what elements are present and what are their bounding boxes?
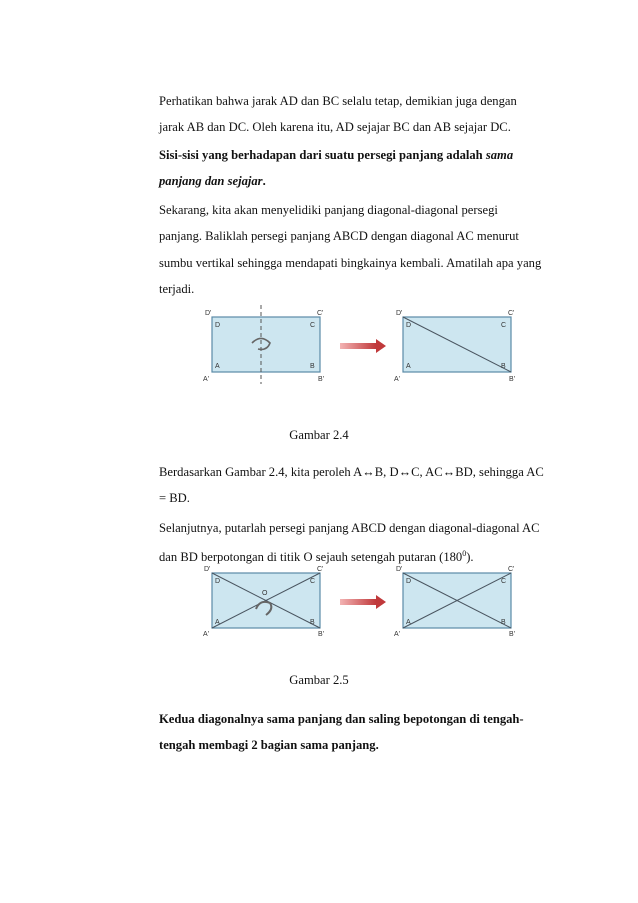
caption-gambar-2-5: Gambar 2.5 <box>289 673 349 687</box>
label-a-prime-2: A' <box>394 376 401 383</box>
label-d: D <box>215 322 221 329</box>
rotation-text-end: ). <box>466 550 474 565</box>
label-a: A <box>215 363 220 370</box>
label-b-prime: B' <box>318 376 325 383</box>
label-a-prime-4: A' <box>394 631 401 638</box>
label-c-prime-2: C' <box>508 310 515 317</box>
paragraph-rotation-instruction <box>159 515 544 571</box>
label-d-prime-2: D' <box>396 310 403 317</box>
label-c-prime-3: C' <box>317 566 324 573</box>
figure-2-5 <box>200 565 530 637</box>
label-b-3: B <box>310 619 315 626</box>
label-b: B <box>310 363 315 370</box>
rotation-text: Selanjutnya, putarlah persegi panjang ABCD dengan diagonal-diagonal AC dan BD berpotongan di titik O sejauh setengah putaran (180 <box>159 521 540 565</box>
rectangle-before-flip <box>212 317 320 372</box>
label-a-4: A <box>406 619 411 626</box>
label-a-2: A <box>406 363 411 370</box>
statement-period: . <box>262 174 266 189</box>
paragraph-result-fig24: Berdasarkan Gambar 2.4, kita peroleh A↔B, D↔C, AC↔BD, sehingga AC = BD. <box>159 465 544 506</box>
label-b-prime-2: B' <box>509 376 516 383</box>
label-o: O <box>262 590 268 597</box>
label-c-4: C <box>501 578 507 585</box>
label-c-prime-4: C' <box>508 566 515 573</box>
label-c-prime: C' <box>317 310 324 317</box>
label-b-prime-3: B' <box>318 631 325 638</box>
figure-2-4 <box>200 303 530 385</box>
paragraph-diagonal-investigation: Sekarang, kita akan menyelidiki panjang diagonal-diagonal persegi panjang. Baliklah persegi panjang ABCD dengan diagonal AC menurut sumbu vertikal sehingga mendapati bingkainya kembali. Amatilah apa yang terjadi. <box>159 203 542 297</box>
label-a-prime-3: A' <box>203 631 210 638</box>
label-a-prime: A' <box>203 376 210 383</box>
paragraph-diagonal-conclusion: Kedua diagonalnya sama panjang dan saling bepotongan di tengah-tengah membagi 2 bagian sama panjang. <box>159 712 524 753</box>
label-d-3: D <box>215 578 221 585</box>
label-b-prime-4: B' <box>509 631 516 638</box>
label-d-prime-3: D' <box>204 566 211 573</box>
label-c-3: C <box>310 578 316 585</box>
paragraph-parallel-sides: Perhatikan bahwa jarak AD dan BC selalu tetap, demikian juga dengan jarak AB dan DC. Oleh karena itu, AD sejajar BC dan AB sejajar DC. <box>159 94 517 135</box>
label-b-2: B <box>501 363 506 370</box>
paragraph-opposite-sides-statement <box>159 142 544 195</box>
label-a-3: A <box>215 619 220 626</box>
transform-arrow <box>340 339 386 353</box>
label-c: C <box>310 322 316 329</box>
caption-gambar-2-4: Gambar 2.4 <box>289 428 349 442</box>
transform-arrow-2 <box>340 595 386 609</box>
degree-superscript: 0 <box>462 549 467 559</box>
statement-bold-text: Sisi-sisi yang berhadapan dari suatu persegi panjang adalah <box>159 148 483 162</box>
label-d-2: D <box>406 322 412 329</box>
label-d-prime-4: D' <box>396 566 403 573</box>
label-d-4: D <box>406 578 412 585</box>
label-b-4: B <box>501 619 506 626</box>
label-c-2: C <box>501 322 507 329</box>
statement-italic-text-2: panjang dan sejajar <box>159 174 263 189</box>
label-d-prime: D' <box>205 310 212 317</box>
statement-italic-text-1: sama <box>485 148 514 162</box>
